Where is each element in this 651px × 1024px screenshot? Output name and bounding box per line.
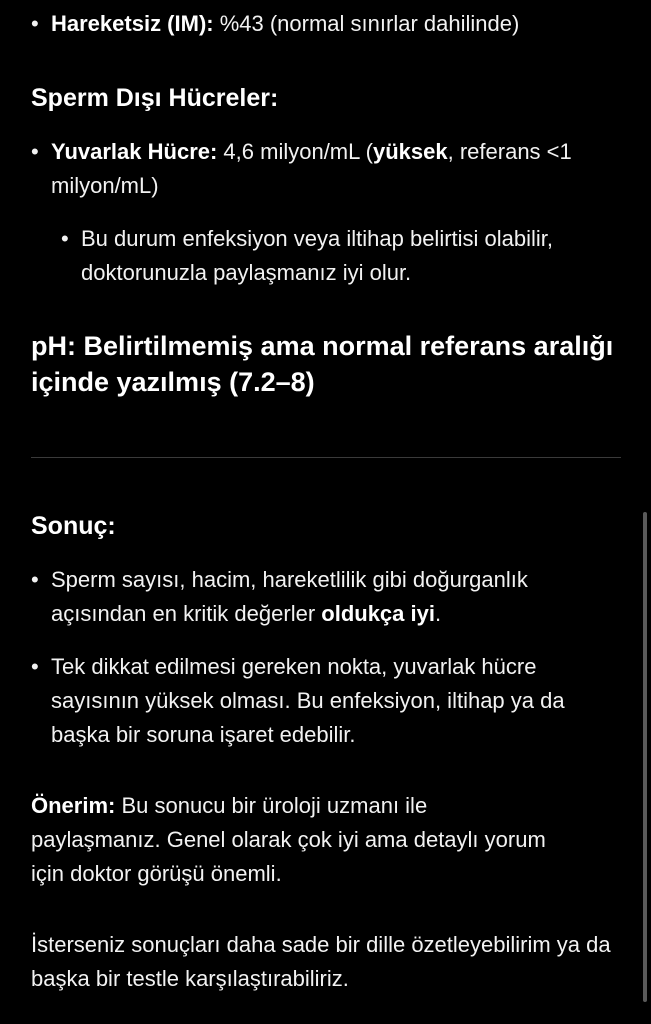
recommendation-paragraph	[31, 789, 551, 891]
list-item-conclusion-2	[31, 650, 626, 752]
round-cell-label: Yuvarlak Hücre:	[51, 139, 218, 164]
immotile-value: %43 (normal sınırlar dahilinde)	[213, 11, 520, 36]
sub-note-text: Bu durum enfeksiyon veya iltihap belirtisi olabilir, doktorunuzla paylaşmanız iyi olur.	[81, 226, 554, 285]
recommendation-text: Bu sonucu bir üroloji uzmanı ile paylaşmanız. Genel olarak çok iyi ama detaylı yorum için doktor görüşü önemli.	[31, 793, 546, 886]
ph-heading: pH: Belirtilmemiş ama normal referans aralığı içinde yazılmış (7.2–8)	[31, 331, 614, 397]
non-sperm-heading: Sperm Dışı Hücreler:	[31, 84, 279, 112]
section-divider	[31, 457, 621, 458]
round-cell-ref: , referans <1 milyon/mL)	[51, 139, 572, 198]
scrollbar[interactable]	[643, 512, 647, 1002]
list-item-immotile	[31, 7, 621, 41]
conclusion-1-text: Sperm sayısı, hacim, hareketlilik gibi doğurganlık açısından en kritik değerler	[51, 567, 528, 626]
conclusion-1-bold: oldukça iyi	[321, 601, 435, 626]
list-item-sub-note	[61, 222, 561, 290]
list-item-conclusion-1	[31, 563, 621, 631]
round-cell-status: yüksek	[373, 139, 448, 164]
conclusion-2-text: Tek dikkat edilmesi gereken nokta, yuvarlak hücre sayısının yüksek olması. Bu enfeksiyon, iltihap ya da başka bir soruna işaret edebilir.	[51, 654, 565, 747]
immotile-label: Hareketsiz (IM):	[51, 11, 214, 36]
conclusion-heading: Sonuç:	[31, 512, 116, 540]
closing-text: İsterseniz sonuçları daha sade bir dille özetleyebilirim ya da başka bir testle karşılaştırabiliriz.	[31, 932, 611, 991]
closing-paragraph	[31, 928, 623, 996]
round-cell-value: 4,6 milyon/mL (	[217, 139, 373, 164]
conclusion-1-end: .	[434, 601, 442, 626]
recommendation-label: Önerim:	[31, 793, 116, 818]
list-item-round-cell	[31, 135, 611, 203]
